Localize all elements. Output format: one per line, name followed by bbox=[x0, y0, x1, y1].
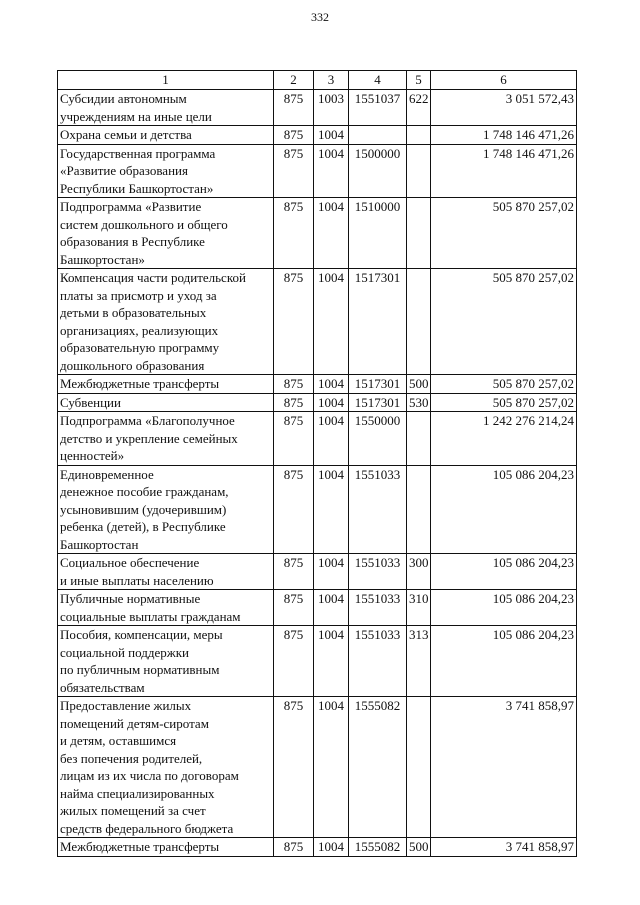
table-row bbox=[58, 393, 577, 412]
expense-type-cell bbox=[407, 412, 431, 466]
table-row bbox=[58, 90, 577, 126]
section-code-cell: 1004 bbox=[314, 697, 349, 838]
ministry-code-cell: 875 bbox=[274, 198, 314, 269]
column-header: 1 bbox=[58, 71, 274, 90]
item-name-cell: Публичные нормативные социальные выплаты гражданам bbox=[58, 590, 274, 626]
target-code-cell: 1510000 bbox=[349, 198, 407, 269]
target-code-cell: 1551037 bbox=[349, 90, 407, 126]
amount-cell: 1 748 146 471,26 bbox=[431, 126, 577, 145]
budget-table bbox=[57, 70, 577, 857]
target-code-cell: 1555082 bbox=[349, 838, 407, 857]
ministry-code-cell: 875 bbox=[274, 697, 314, 838]
section-code-cell: 1003 bbox=[314, 90, 349, 126]
ministry-code-cell: 875 bbox=[274, 90, 314, 126]
table-row bbox=[58, 626, 577, 697]
expense-type-cell bbox=[407, 144, 431, 198]
target-code-cell: 1551033 bbox=[349, 626, 407, 697]
amount-cell: 505 870 257,02 bbox=[431, 393, 577, 412]
ministry-code-cell: 875 bbox=[274, 269, 314, 375]
expense-type-cell: 313 bbox=[407, 626, 431, 697]
expense-type-cell: 622 bbox=[407, 90, 431, 126]
table-row bbox=[58, 838, 577, 857]
column-header: 2 bbox=[274, 71, 314, 90]
column-header: 3 bbox=[314, 71, 349, 90]
target-code-cell: 1551033 bbox=[349, 554, 407, 590]
item-name-cell: Государственная программа «Развитие образования Республики Башкортостан» bbox=[58, 144, 274, 198]
amount-cell: 105 086 204,23 bbox=[431, 465, 577, 554]
expense-type-cell: 300 bbox=[407, 554, 431, 590]
section-code-cell: 1004 bbox=[314, 554, 349, 590]
amount-cell: 105 086 204,23 bbox=[431, 590, 577, 626]
amount-cell: 505 870 257,02 bbox=[431, 375, 577, 394]
amount-cell: 505 870 257,02 bbox=[431, 269, 577, 375]
section-code-cell: 1004 bbox=[314, 269, 349, 375]
expense-type-cell: 500 bbox=[407, 375, 431, 394]
section-code-cell: 1004 bbox=[314, 375, 349, 394]
table-row bbox=[58, 269, 577, 375]
amount-cell: 1 242 276 214,24 bbox=[431, 412, 577, 466]
item-name-cell: Социальное обеспечение и иные выплаты населению bbox=[58, 554, 274, 590]
ministry-code-cell: 875 bbox=[274, 465, 314, 554]
item-name-cell: Подпрограмма «Благополучное детство и укрепление семейных ценностей» bbox=[58, 412, 274, 466]
item-name-cell: Подпрограмма «Развитие систем дошкольного и общего образования в Республике Башкортостан» bbox=[58, 198, 274, 269]
ministry-code-cell: 875 bbox=[274, 144, 314, 198]
section-code-cell: 1004 bbox=[314, 838, 349, 857]
table-header-row bbox=[58, 71, 577, 90]
section-code-cell: 1004 bbox=[314, 144, 349, 198]
expense-type-cell bbox=[407, 269, 431, 375]
table-row bbox=[58, 554, 577, 590]
table-row bbox=[58, 126, 577, 145]
ministry-code-cell: 875 bbox=[274, 554, 314, 590]
ministry-code-cell: 875 bbox=[274, 126, 314, 145]
item-name-cell: Субсидии автономным учреждениям на иные цели bbox=[58, 90, 274, 126]
item-name-cell: Единовременное денежное пособие гражданам, усыновившим (удочерившим) ребенка (детей), в Республике Башкортостан bbox=[58, 465, 274, 554]
table-row bbox=[58, 198, 577, 269]
section-code-cell: 1004 bbox=[314, 393, 349, 412]
table-row bbox=[58, 412, 577, 466]
table-row bbox=[58, 375, 577, 394]
expense-type-cell: 310 bbox=[407, 590, 431, 626]
ministry-code-cell: 875 bbox=[274, 412, 314, 466]
column-header: 4 bbox=[349, 71, 407, 90]
target-code-cell: 1517301 bbox=[349, 269, 407, 375]
target-code-cell: 1551033 bbox=[349, 590, 407, 626]
amount-cell: 3 741 858,97 bbox=[431, 838, 577, 857]
expense-type-cell bbox=[407, 465, 431, 554]
target-code-cell: 1517301 bbox=[349, 375, 407, 394]
section-code-cell: 1004 bbox=[314, 626, 349, 697]
amount-cell: 105 086 204,23 bbox=[431, 554, 577, 590]
item-name-cell: Межбюджетные трансферты bbox=[58, 375, 274, 394]
column-header: 6 bbox=[431, 71, 577, 90]
target-code-cell: 1550000 bbox=[349, 412, 407, 466]
table-row bbox=[58, 465, 577, 554]
ministry-code-cell: 875 bbox=[274, 626, 314, 697]
amount-cell: 505 870 257,02 bbox=[431, 198, 577, 269]
expense-type-cell bbox=[407, 126, 431, 145]
amount-cell: 3 741 858,97 bbox=[431, 697, 577, 838]
amount-cell: 105 086 204,23 bbox=[431, 626, 577, 697]
target-code-cell: 1517301 bbox=[349, 393, 407, 412]
section-code-cell: 1004 bbox=[314, 590, 349, 626]
expense-type-cell bbox=[407, 697, 431, 838]
target-code-cell: 1551033 bbox=[349, 465, 407, 554]
expense-type-cell bbox=[407, 198, 431, 269]
page-number: 332 bbox=[311, 10, 329, 24]
table-body bbox=[58, 90, 577, 857]
ministry-code-cell: 875 bbox=[274, 375, 314, 394]
section-code-cell: 1004 bbox=[314, 412, 349, 466]
amount-cell: 3 051 572,43 bbox=[431, 90, 577, 126]
target-code-cell bbox=[349, 126, 407, 145]
ministry-code-cell: 875 bbox=[274, 590, 314, 626]
target-code-cell: 1500000 bbox=[349, 144, 407, 198]
section-code-cell: 1004 bbox=[314, 465, 349, 554]
section-code-cell: 1004 bbox=[314, 198, 349, 269]
item-name-cell: Предоставление жилых помещений детям-сиротам и детям, оставшимся без попечения родителей, лицам из их числа по договорам найма специализированных жилых помещений за счет средств федерального бюджета bbox=[58, 697, 274, 838]
target-code-cell: 1555082 bbox=[349, 697, 407, 838]
item-name-cell: Охрана семьи и детства bbox=[58, 126, 274, 145]
table-row bbox=[58, 144, 577, 198]
table-row bbox=[58, 697, 577, 838]
item-name-cell: Компенсация части родительской платы за присмотр и уход за детьми в образовательных организациях, реализующих образовательную программу дошкольного образования bbox=[58, 269, 274, 375]
item-name-cell: Субвенции bbox=[58, 393, 274, 412]
section-code-cell: 1004 bbox=[314, 126, 349, 145]
table-row bbox=[58, 590, 577, 626]
column-header: 5 bbox=[407, 71, 431, 90]
amount-cell: 1 748 146 471,26 bbox=[431, 144, 577, 198]
item-name-cell: Пособия, компенсации, меры социальной поддержки по публичным нормативным обязательствам bbox=[58, 626, 274, 697]
ministry-code-cell: 875 bbox=[274, 393, 314, 412]
expense-type-cell: 530 bbox=[407, 393, 431, 412]
expense-type-cell: 500 bbox=[407, 838, 431, 857]
item-name-cell: Межбюджетные трансферты bbox=[58, 838, 274, 857]
ministry-code-cell: 875 bbox=[274, 838, 314, 857]
